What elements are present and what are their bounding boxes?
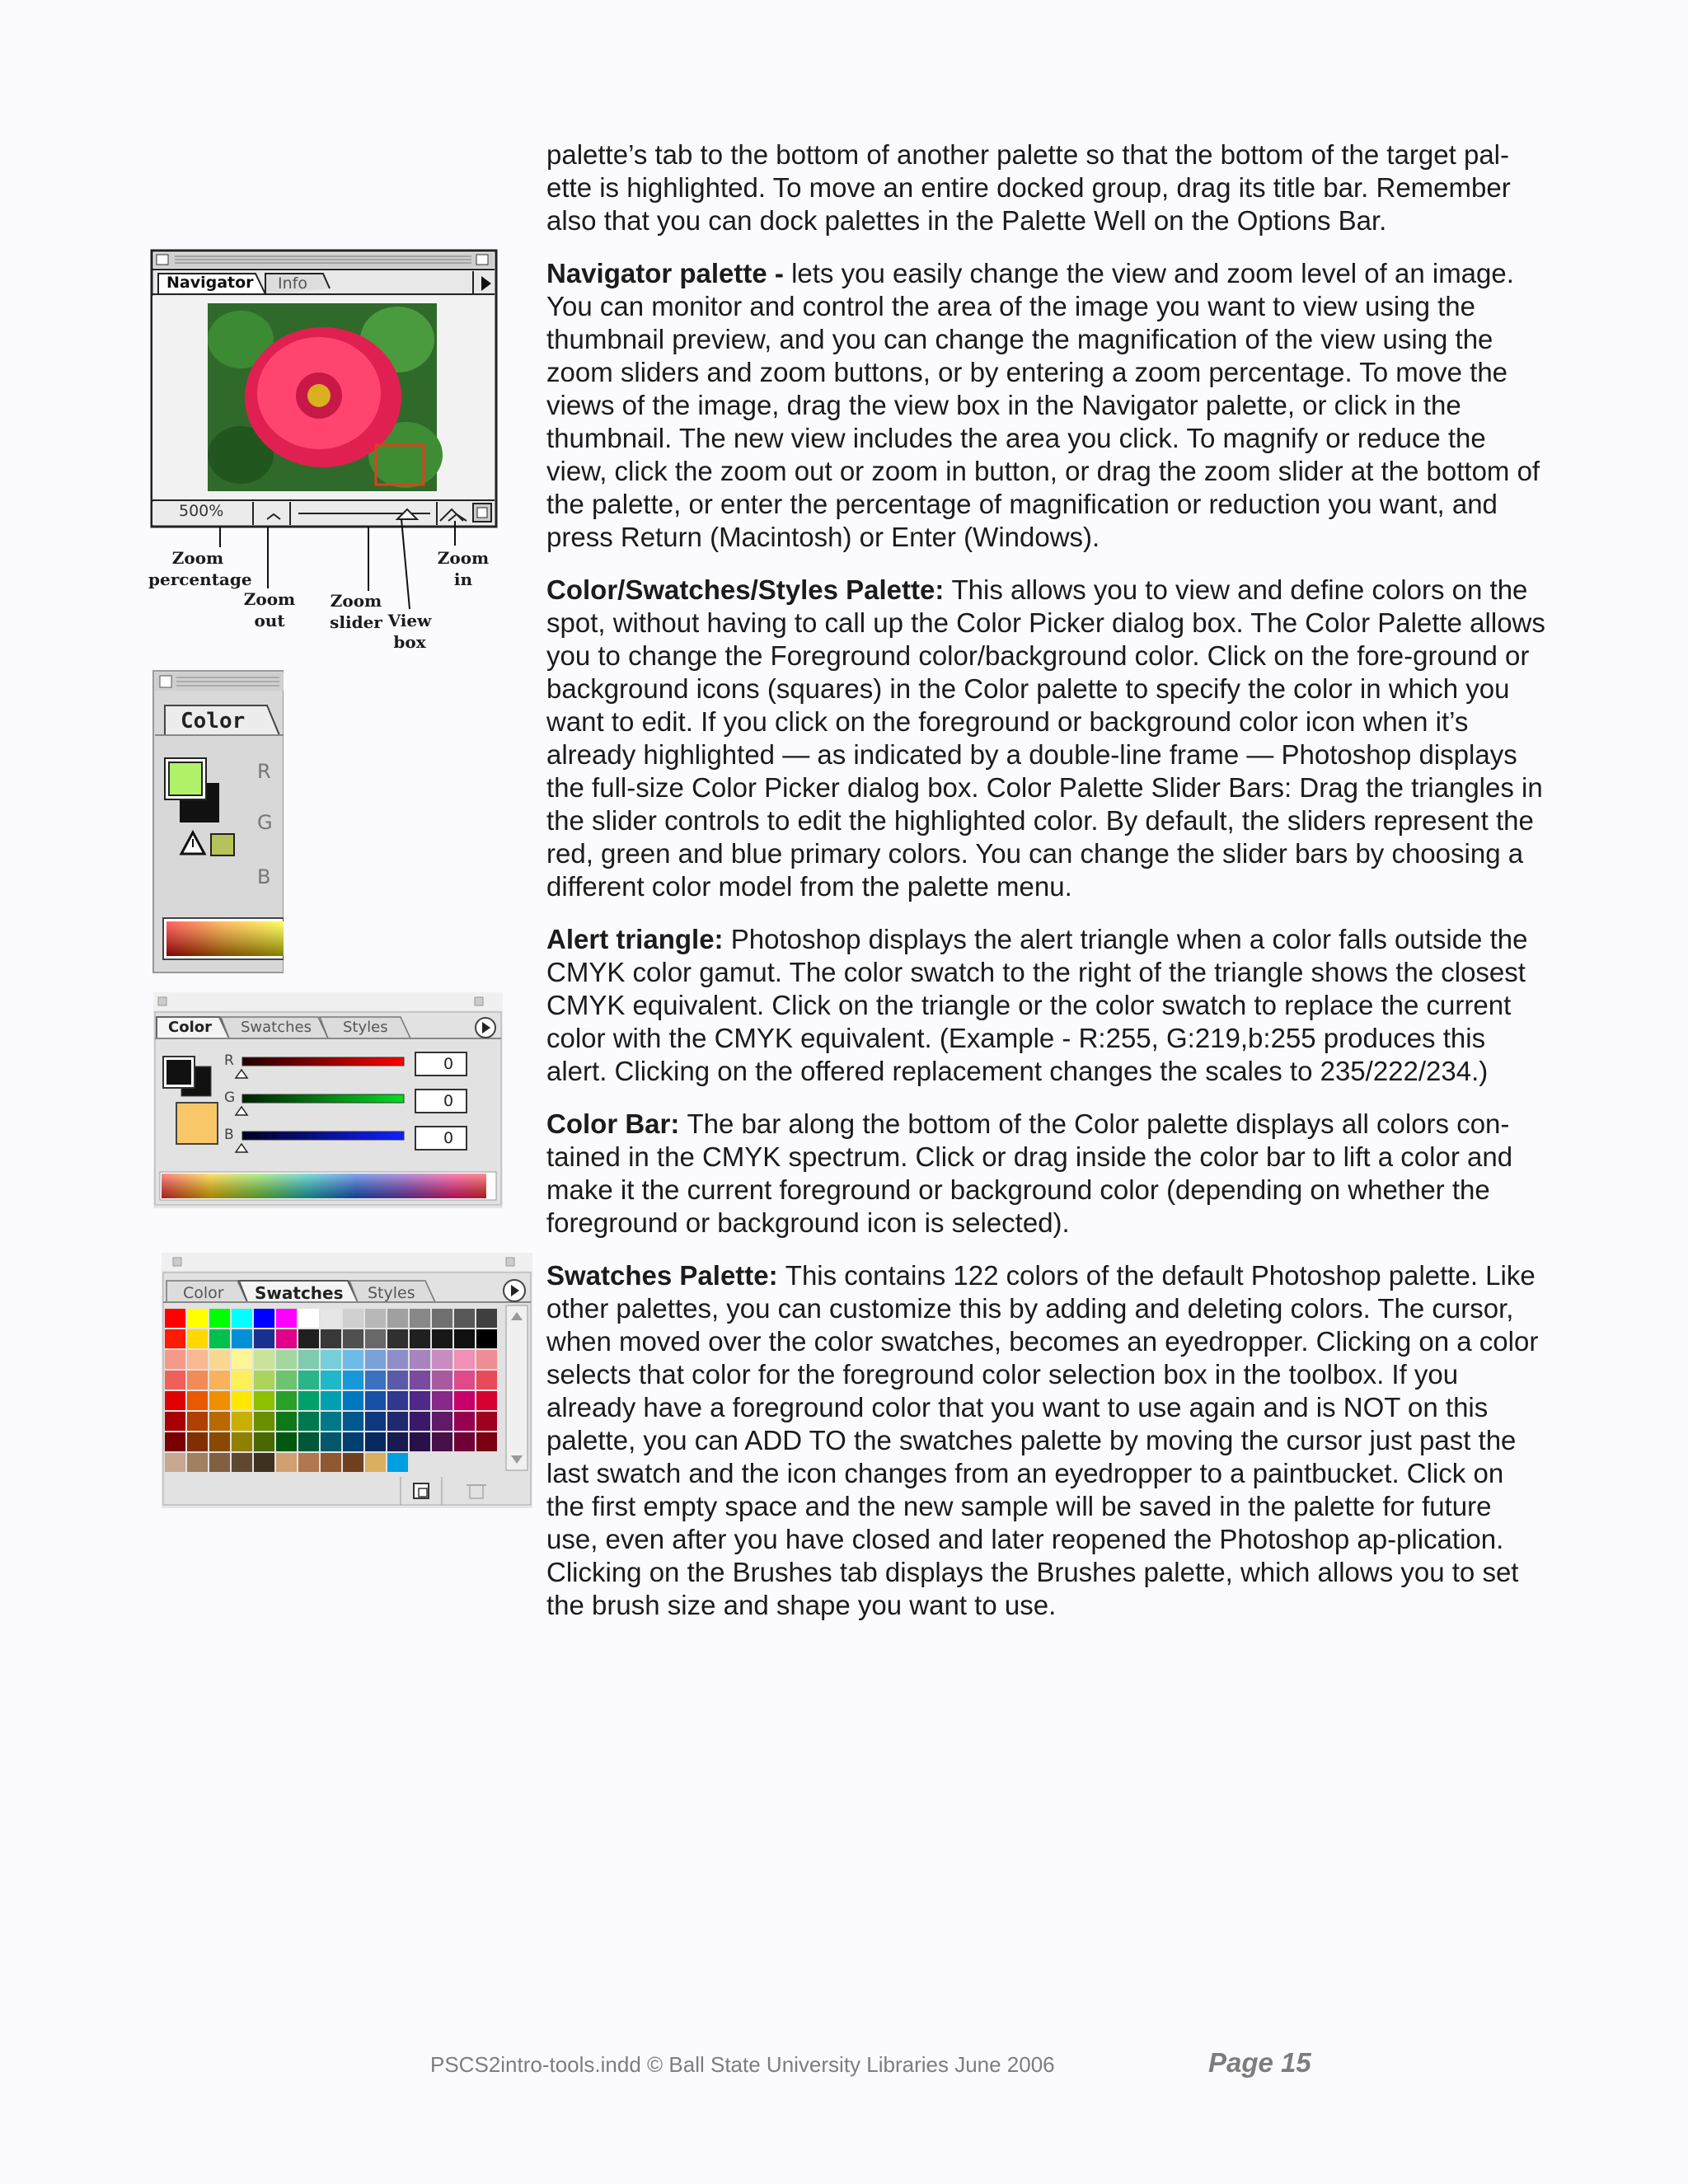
swatch[interactable] (454, 1350, 475, 1369)
body-text (546, 138, 1548, 1642)
swatch[interactable] (365, 1309, 386, 1328)
swatch[interactable] (276, 1412, 297, 1431)
swatch[interactable] (432, 1432, 452, 1451)
channel-label-b: B (224, 1127, 234, 1143)
swatch[interactable] (321, 1309, 341, 1328)
swatch[interactable] (276, 1350, 297, 1369)
swatch[interactable] (432, 1371, 452, 1390)
swatch[interactable] (321, 1350, 341, 1369)
swatch[interactable] (387, 1350, 408, 1369)
swatch[interactable] (343, 1453, 363, 1472)
swatch[interactable] (454, 1309, 475, 1328)
swatch[interactable] (410, 1412, 430, 1431)
swatch[interactable] (276, 1329, 297, 1348)
paragraph (546, 1259, 1548, 1622)
callout-view-box: View box (387, 611, 432, 652)
callout-zoom-in: Zoom in (437, 548, 490, 589)
swatch[interactable] (321, 1391, 341, 1410)
swatch[interactable] (165, 1350, 185, 1369)
swatch[interactable] (410, 1309, 430, 1328)
tab-navigator[interactable]: Navigator (166, 274, 254, 292)
channel-label-g: G (224, 1090, 236, 1106)
swatch[interactable] (209, 1412, 230, 1431)
swatch[interactable] (432, 1391, 452, 1410)
swatch[interactable] (387, 1371, 408, 1390)
swatch[interactable] (165, 1371, 185, 1390)
callout-zoom-out: Zoom out (243, 589, 296, 630)
swatch[interactable] (321, 1453, 341, 1472)
swatch[interactable] (410, 1371, 430, 1390)
swatch[interactable] (298, 1371, 319, 1390)
swatch[interactable] (209, 1350, 230, 1369)
swatch[interactable] (254, 1432, 274, 1451)
callout-zoom-percentage: Zoom percentage (148, 548, 252, 589)
swatch[interactable] (187, 1309, 208, 1328)
swatch[interactable] (321, 1329, 341, 1348)
channel-label-r: R (224, 1052, 234, 1069)
channel-value-r[interactable]: 0 (443, 1055, 454, 1073)
swatch[interactable] (298, 1309, 319, 1328)
swatch[interactable] (387, 1453, 408, 1472)
paragraph (546, 138, 1548, 237)
swatch[interactable] (454, 1371, 475, 1390)
paragraph-heading: Navigator palette - (546, 258, 792, 288)
swatch[interactable] (321, 1371, 341, 1390)
tab-styles[interactable]: Styles (343, 1019, 388, 1036)
swatch[interactable] (387, 1391, 408, 1410)
swatches-palette-figure (162, 1253, 532, 1508)
swatch[interactable] (276, 1371, 297, 1390)
tab-swatches[interactable]: Swatches (255, 1283, 344, 1303)
swatch[interactable] (187, 1432, 208, 1451)
swatch[interactable] (298, 1453, 319, 1472)
paragraph (546, 257, 1548, 554)
footer-text: PSCS2intro-tools.indd © Ball State University Libraries June 2006 (430, 2052, 1055, 2077)
swatch[interactable] (232, 1453, 252, 1472)
channel-value-g[interactable]: 0 (443, 1092, 454, 1110)
swatch[interactable] (321, 1412, 341, 1431)
page-number: Page 15 (1208, 2047, 1311, 2078)
swatch[interactable] (232, 1329, 252, 1348)
swatch[interactable] (343, 1350, 363, 1369)
swatch[interactable] (165, 1412, 185, 1431)
swatch[interactable] (254, 1391, 274, 1410)
swatch[interactable] (343, 1309, 363, 1328)
color-palette-small-figure (152, 669, 284, 974)
swatch[interactable] (254, 1453, 274, 1472)
swatch[interactable] (454, 1432, 475, 1451)
swatch[interactable] (365, 1391, 386, 1410)
label-r: R (257, 760, 271, 783)
swatch[interactable] (476, 1391, 497, 1410)
swatch[interactable] (254, 1350, 274, 1369)
label-b: B (257, 865, 271, 888)
swatch[interactable] (343, 1391, 363, 1410)
navigator-palette-figure (150, 249, 500, 661)
swatch[interactable] (165, 1329, 185, 1348)
swatch[interactable] (232, 1412, 252, 1431)
swatch[interactable] (187, 1391, 208, 1410)
swatch[interactable] (410, 1391, 430, 1410)
tab-color[interactable]: Color (183, 1284, 224, 1302)
swatch[interactable] (232, 1309, 252, 1328)
swatch[interactable] (165, 1453, 185, 1472)
swatch[interactable] (365, 1453, 386, 1472)
swatch[interactable] (476, 1432, 497, 1451)
label-g: G (257, 811, 273, 834)
swatch[interactable] (298, 1329, 319, 1348)
tab-styles[interactable]: Styles (368, 1284, 415, 1302)
tab-color[interactable]: Color (181, 709, 246, 733)
tab-color[interactable]: Color (168, 1019, 212, 1036)
swatch[interactable] (476, 1371, 497, 1390)
swatch[interactable] (209, 1453, 230, 1472)
swatch[interactable] (365, 1412, 386, 1431)
swatch[interactable] (343, 1432, 363, 1451)
swatch[interactable] (276, 1309, 297, 1328)
swatch[interactable] (209, 1371, 230, 1390)
swatch[interactable] (254, 1329, 274, 1348)
paragraph-text: palette’s tab to the bottom of another palette so that the bottom of the target pal-ette is highlighted. To move an entire docked group, drag its title bar. Remember also that you can dock palettes in the Palette Well on the Options Bar. (546, 139, 1511, 236)
swatch[interactable] (298, 1412, 319, 1431)
swatch[interactable] (232, 1432, 252, 1451)
swatch[interactable] (476, 1350, 497, 1369)
paragraph-heading: Swatches Palette: (546, 1260, 785, 1291)
paragraph-heading: Color/Swatches/Styles Palette: (546, 574, 952, 605)
swatch[interactable] (187, 1453, 208, 1472)
swatch[interactable] (209, 1391, 230, 1410)
paragraph (546, 923, 1548, 1088)
swatch[interactable] (298, 1391, 319, 1410)
swatch[interactable] (321, 1432, 341, 1451)
swatch[interactable] (454, 1391, 475, 1410)
swatch[interactable] (232, 1391, 252, 1410)
swatch[interactable] (365, 1329, 386, 1348)
color-palette-figure (153, 992, 503, 1208)
swatch[interactable] (254, 1309, 274, 1328)
swatch[interactable] (387, 1432, 408, 1451)
swatch[interactable] (387, 1309, 408, 1328)
channel-value-b[interactable]: 0 (443, 1129, 454, 1147)
paragraph-text: lets you easily change the view and zoom level of an image. You can monitor and control the area of the image you want to view using the thumbnail preview, and you can change the magnification of the view using the zoom sliders and zoom buttons, or by entering a zoom percentage. To move the views of the image, drag the view box in the Navigator palette, or click in the thumbnail. The new view includes the area you click. To magnify or reduce the view, click the zoom out or zoom in button, or drag the zoom slider at the bottom of the palette, or enter the percentage of magnification or reduction you want, and press Return (Macintosh) or Enter (Windows). (546, 258, 1540, 552)
swatch[interactable] (254, 1371, 274, 1390)
swatch[interactable] (187, 1412, 208, 1431)
swatch[interactable] (209, 1432, 230, 1451)
swatch[interactable] (432, 1350, 452, 1369)
swatch[interactable] (387, 1412, 408, 1431)
callout-zoom-slider: Zoom slider (330, 591, 382, 632)
swatch[interactable] (454, 1329, 475, 1348)
swatch[interactable] (187, 1350, 208, 1369)
swatch[interactable] (209, 1329, 230, 1348)
swatch[interactable] (410, 1329, 430, 1348)
swatch[interactable] (165, 1391, 185, 1410)
swatch[interactable] (387, 1329, 408, 1348)
paragraph (546, 1108, 1548, 1240)
tab-info[interactable]: Info (278, 274, 307, 293)
swatch[interactable] (476, 1412, 497, 1431)
swatch[interactable] (365, 1432, 386, 1451)
swatch[interactable] (365, 1371, 386, 1390)
swatch[interactable] (276, 1432, 297, 1451)
swatch[interactable] (165, 1432, 185, 1451)
swatch[interactable] (432, 1329, 452, 1348)
zoom-percentage-field[interactable]: 500% (179, 502, 224, 520)
swatch[interactable] (343, 1329, 363, 1348)
tab-swatches[interactable]: Swatches (241, 1019, 312, 1036)
swatch[interactable] (476, 1309, 497, 1328)
swatch[interactable] (410, 1432, 430, 1451)
swatch[interactable] (232, 1350, 252, 1369)
swatch[interactable] (254, 1412, 274, 1431)
paragraph-heading: Alert triangle: (546, 924, 731, 954)
swatch[interactable] (432, 1309, 452, 1328)
paragraph-text: Photoshop displays the alert triangle when a color falls outside the CMYK color gamut. The color swatch to the right of the triangle shows the closest CMYK equivalent. Click on the triangle or the color swatch to replace the current color with the CMYK equivalent. (Example - R:255, G:219,b:255 produces this alert. Clicking on the offered replacement changes the scales to 235/222/234.) (546, 924, 1528, 1086)
paragraph-heading: Color Bar: (546, 1108, 687, 1139)
swatch[interactable] (232, 1371, 252, 1390)
paragraph-text: This contains 122 colors of the default Photoshop palette. Like other palettes, you can customize this by adding and deleting colors. The cursor, when moved over the color swatches, becomes an eyedropper. Clicking on a color selects that color for the foreground color selection box in the toolbox. If you already have a foreground color that you want to use again and is NOT on this palette, you can ADD TO the swatches palette by moving the cursor just past the last swatch and the icon changes from an eyedropper to a paintbucket. Click on the first empty space and the new sample will be saved in the palette for future use, even after you have closed and later reopened the Photoshop ap-plication. Clicking on the Brushes tab displays the Brushes palette, which allows you to set the brush size and shape you want to use. (546, 1260, 1539, 1620)
swatch[interactable] (298, 1432, 319, 1451)
paragraph (546, 574, 1548, 903)
swatch[interactable] (432, 1412, 452, 1431)
swatch[interactable] (365, 1350, 386, 1369)
swatch[interactable] (276, 1391, 297, 1410)
paragraph-text: This allows you to view and define colors on the spot, without having to call up the Color Picker dialog box. The Color Palette allows you to change the Foreground color/background color. Click on the fore-ground or background icons (squares) in the Color palette to specify the color in which you want to edit. If you click on the foreground or background color icon when it’s already highlighted — as indicated by a double-line frame — Photoshop displays the full-size Color Picker dialog box. Color Palette Slider Bars: Drag the triangles in the slider controls to edit the highlighted color. By default, the sliders represent the red, green and blue primary colors. You can change the slider bars by choosing a different color model from the palette menu. (546, 574, 1545, 902)
swatch[interactable] (209, 1309, 230, 1328)
swatch[interactable] (454, 1412, 475, 1431)
swatch[interactable] (298, 1350, 319, 1369)
swatch[interactable] (276, 1453, 297, 1472)
swatch[interactable] (187, 1329, 208, 1348)
swatch[interactable] (410, 1350, 430, 1369)
swatch[interactable] (165, 1309, 185, 1328)
swatch[interactable] (343, 1371, 363, 1390)
swatch[interactable] (476, 1329, 497, 1348)
paragraph-text: The bar along the bottom of the Color palette displays all colors con-tained in the CMYK spectrum. Click or drag inside the color bar to lift a color and make it the current foreground or background color (depending on whether the foreground or background icon is selected). (546, 1108, 1513, 1238)
swatch[interactable] (343, 1412, 363, 1431)
swatch[interactable] (187, 1371, 208, 1390)
